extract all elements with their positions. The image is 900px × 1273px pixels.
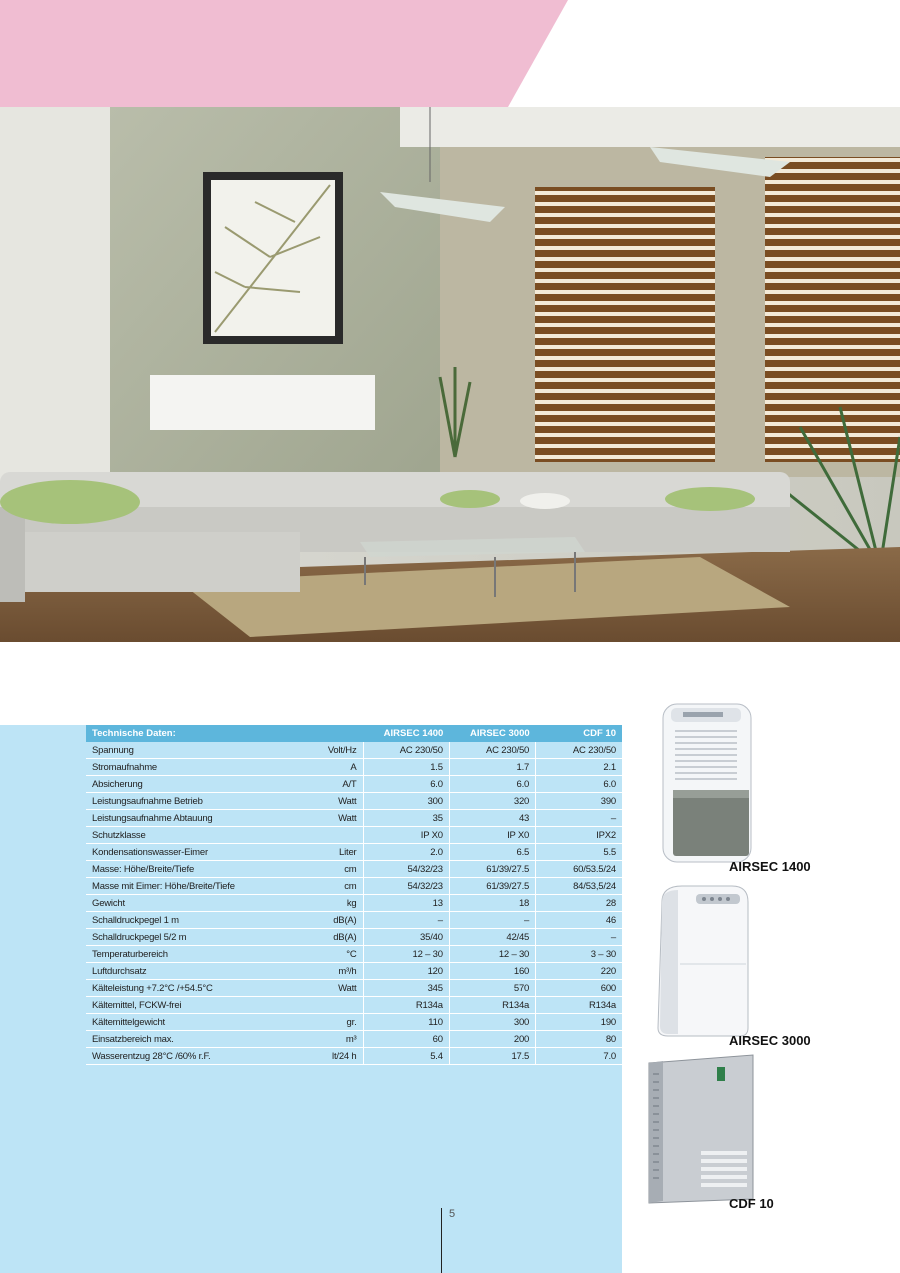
row-label: Schalldruckpegel 5/2 m bbox=[86, 929, 283, 946]
value-airsec-3000: 6.5 bbox=[449, 844, 535, 861]
table-row bbox=[86, 1031, 622, 1048]
row-label: Stromaufnahme bbox=[86, 759, 283, 776]
value-airsec-1400: 1.5 bbox=[363, 759, 449, 776]
row-label: Masse: Höhe/Breite/Tiefe bbox=[86, 861, 283, 878]
row-unit: cm bbox=[283, 861, 363, 878]
cdf-10-image bbox=[645, 1053, 757, 1205]
table-row bbox=[86, 776, 622, 793]
value-cdf-10: 46 bbox=[536, 912, 622, 929]
value-airsec-3000: 12 – 30 bbox=[449, 946, 535, 963]
row-unit: dB(A) bbox=[283, 912, 363, 929]
row-unit: A/T bbox=[283, 776, 363, 793]
value-airsec-1400: 13 bbox=[363, 895, 449, 912]
value-airsec-3000: 200 bbox=[449, 1031, 535, 1048]
row-label: Kältemittel, FCKW-frei bbox=[86, 997, 283, 1014]
value-airsec-1400: 54/32/23 bbox=[363, 861, 449, 878]
row-unit: Watt bbox=[283, 980, 363, 997]
value-airsec-1400: IP X0 bbox=[363, 827, 449, 844]
row-unit: A bbox=[283, 759, 363, 776]
row-label: Schutzklasse bbox=[86, 827, 283, 844]
row-label: Spannung bbox=[86, 742, 283, 759]
table-row bbox=[86, 827, 622, 844]
value-cdf-10: 390 bbox=[536, 793, 622, 810]
value-cdf-10: 80 bbox=[536, 1031, 622, 1048]
table-row bbox=[86, 929, 622, 946]
value-airsec-1400: 60 bbox=[363, 1031, 449, 1048]
product-label-cdf-10: CDF 10 bbox=[729, 1196, 774, 1211]
value-cdf-10: 5.5 bbox=[536, 844, 622, 861]
value-airsec-3000: 160 bbox=[449, 963, 535, 980]
table-row bbox=[86, 878, 622, 895]
row-label: Wasserentzug 28°C /60% r.F. bbox=[86, 1048, 283, 1065]
row-label: Kondensationswasser-Eimer bbox=[86, 844, 283, 861]
row-unit: Watt bbox=[283, 810, 363, 827]
value-cdf-10: 220 bbox=[536, 963, 622, 980]
row-label: Schalldruckpegel 1 m bbox=[86, 912, 283, 929]
value-airsec-3000: 570 bbox=[449, 980, 535, 997]
value-cdf-10: 3 – 30 bbox=[536, 946, 622, 963]
column-header-airsec-1400: AIRSEC 1400 bbox=[363, 725, 449, 742]
value-airsec-3000: 6.0 bbox=[449, 776, 535, 793]
table-row bbox=[86, 963, 622, 980]
row-unit: dB(A) bbox=[283, 929, 363, 946]
value-airsec-3000: – bbox=[449, 912, 535, 929]
column-header-cdf-10: CDF 10 bbox=[536, 725, 622, 742]
value-airsec-3000: 61/39/27.5 bbox=[449, 861, 535, 878]
page-divider-line bbox=[441, 1208, 442, 1273]
value-airsec-1400: 6.0 bbox=[363, 776, 449, 793]
row-unit: Liter bbox=[283, 844, 363, 861]
row-label: Masse mit Eimer: Höhe/Breite/Tiefe bbox=[86, 878, 283, 895]
value-airsec-3000: IP X0 bbox=[449, 827, 535, 844]
value-cdf-10: R134a bbox=[536, 997, 622, 1014]
value-cdf-10: 600 bbox=[536, 980, 622, 997]
value-airsec-3000: AC 230/50 bbox=[449, 742, 535, 759]
value-cdf-10: 6.0 bbox=[536, 776, 622, 793]
value-airsec-1400: 345 bbox=[363, 980, 449, 997]
value-airsec-1400: 54/32/23 bbox=[363, 878, 449, 895]
value-airsec-1400: 35 bbox=[363, 810, 449, 827]
table-row bbox=[86, 742, 622, 759]
value-airsec-3000: 18 bbox=[449, 895, 535, 912]
table-row bbox=[86, 946, 622, 963]
value-airsec-1400: AC 230/50 bbox=[363, 742, 449, 759]
table-header-row bbox=[86, 725, 622, 742]
row-label: Leistungsaufnahme Abtauung bbox=[86, 810, 283, 827]
row-label: Leistungsaufnahme Betrieb bbox=[86, 793, 283, 810]
row-unit: lt/24 h bbox=[283, 1048, 363, 1065]
row-unit: m³ bbox=[283, 1031, 363, 1048]
value-cdf-10: 7.0 bbox=[536, 1048, 622, 1065]
table-row bbox=[86, 793, 622, 810]
row-label: Einsatzbereich max. bbox=[86, 1031, 283, 1048]
table-row bbox=[86, 895, 622, 912]
row-unit bbox=[283, 997, 363, 1014]
row-unit: m³/h bbox=[283, 963, 363, 980]
value-cdf-10: 60/53.5/24 bbox=[536, 861, 622, 878]
row-label: Temperaturbereich bbox=[86, 946, 283, 963]
value-airsec-3000: 61/39/27.5 bbox=[449, 878, 535, 895]
value-airsec-3000: 1.7 bbox=[449, 759, 535, 776]
row-unit: Watt bbox=[283, 793, 363, 810]
row-unit: kg bbox=[283, 895, 363, 912]
value-cdf-10: 190 bbox=[536, 1014, 622, 1031]
table-row bbox=[86, 980, 622, 997]
value-airsec-1400: 120 bbox=[363, 963, 449, 980]
value-airsec-3000: 17.5 bbox=[449, 1048, 535, 1065]
row-unit: gr. bbox=[283, 1014, 363, 1031]
value-airsec-1400: 12 – 30 bbox=[363, 946, 449, 963]
value-airsec-3000: 300 bbox=[449, 1014, 535, 1031]
table-row bbox=[86, 810, 622, 827]
value-cdf-10: 2.1 bbox=[536, 759, 622, 776]
technical-data-table bbox=[86, 725, 622, 1065]
value-airsec-3000: 320 bbox=[449, 793, 535, 810]
table-row bbox=[86, 912, 622, 929]
table-row bbox=[86, 861, 622, 878]
page-number: 5 bbox=[449, 1208, 456, 1220]
row-unit: °C bbox=[283, 946, 363, 963]
value-cdf-10: AC 230/50 bbox=[536, 742, 622, 759]
table-row bbox=[86, 1048, 622, 1065]
value-airsec-1400: 110 bbox=[363, 1014, 449, 1031]
row-unit: cm bbox=[283, 878, 363, 895]
table-row bbox=[86, 759, 622, 776]
value-airsec-1400: 300 bbox=[363, 793, 449, 810]
pink-header-band bbox=[0, 0, 900, 107]
row-unit: Volt/Hz bbox=[283, 742, 363, 759]
column-header-airsec-3000: AIRSEC 3000 bbox=[449, 725, 535, 742]
row-label: Absicherung bbox=[86, 776, 283, 793]
value-airsec-1400: – bbox=[363, 912, 449, 929]
row-label: Kälteleistung +7.2°C /+54.5°C bbox=[86, 980, 283, 997]
value-airsec-1400: R134a bbox=[363, 997, 449, 1014]
value-cdf-10: – bbox=[536, 929, 622, 946]
row-label: Luftdurchsatz bbox=[86, 963, 283, 980]
row-label: Gewicht bbox=[86, 895, 283, 912]
table-row bbox=[86, 1014, 622, 1031]
airsec-1400-image bbox=[655, 698, 755, 866]
value-cdf-10: IPX2 bbox=[536, 827, 622, 844]
product-label-airsec-3000: AIRSEC 3000 bbox=[729, 1033, 811, 1048]
value-airsec-3000: R134a bbox=[449, 997, 535, 1014]
table-row bbox=[86, 997, 622, 1014]
value-airsec-1400: 35/40 bbox=[363, 929, 449, 946]
airsec-3000-image bbox=[652, 882, 752, 1040]
value-cdf-10: – bbox=[536, 810, 622, 827]
value-airsec-1400: 5.4 bbox=[363, 1048, 449, 1065]
value-airsec-3000: 43 bbox=[449, 810, 535, 827]
row-unit bbox=[283, 827, 363, 844]
table-row bbox=[86, 844, 622, 861]
value-airsec-1400: 2.0 bbox=[363, 844, 449, 861]
value-cdf-10: 84/53,5/24 bbox=[536, 878, 622, 895]
value-airsec-3000: 42/45 bbox=[449, 929, 535, 946]
product-label-airsec-1400: AIRSEC 1400 bbox=[729, 859, 811, 874]
value-cdf-10: 28 bbox=[536, 895, 622, 912]
living-room-photo bbox=[0, 107, 900, 642]
row-label: Kältemittelgewicht bbox=[86, 1014, 283, 1031]
table-header-label: Technische Daten: bbox=[86, 725, 363, 742]
